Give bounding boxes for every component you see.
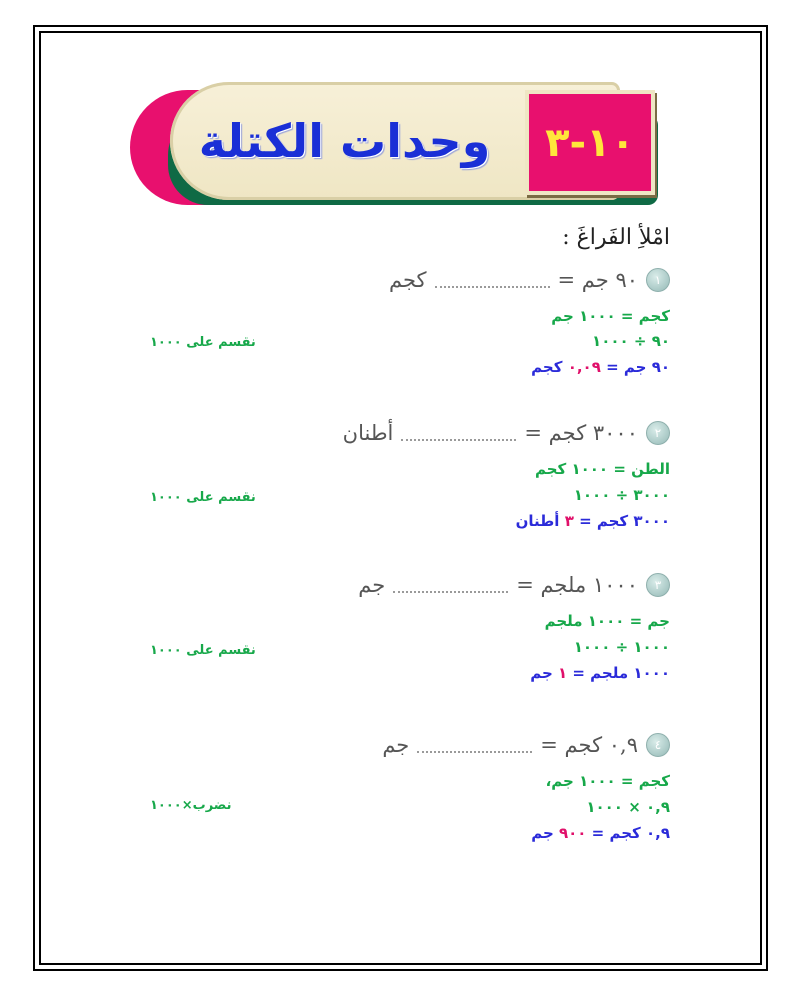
- problem-number-badge: ٤: [646, 733, 670, 757]
- problem-3: [358, 570, 670, 600]
- solution-line: ٣٠٠٠ ÷ ١٠٠٠: [573, 486, 670, 504]
- answer-value: ٣: [564, 512, 574, 530]
- problem-4: [382, 730, 670, 760]
- answer-value: ١: [558, 664, 568, 682]
- blank-field: [435, 272, 550, 288]
- problem-1: [389, 265, 670, 295]
- answer-prefix: ٠,٩ كجم =: [586, 824, 670, 842]
- solution-line: ٠,٩ × ١٠٠٠: [586, 798, 670, 816]
- solution-answer-line: [531, 824, 670, 842]
- lesson-title: وحدات الكتلة: [198, 114, 491, 168]
- problem-expression: ٠,٩ كجم =: [540, 733, 638, 757]
- problem-number-badge: ٢: [646, 421, 670, 445]
- method-note: نقسم على ١٠٠٠: [150, 335, 256, 350]
- solution-line: كجم = ١٠٠٠ جم،: [545, 772, 670, 790]
- problem-expression: ١٠٠٠ ملجم =: [516, 573, 638, 597]
- problem-number-badge: ٣: [646, 573, 670, 597]
- solution-line: ١٠٠٠ ÷ ١٠٠٠: [573, 638, 670, 656]
- section-number-box: [525, 90, 655, 195]
- solution-answer-line: [530, 664, 670, 682]
- method-note: نضرب×١٠٠٠: [150, 798, 232, 813]
- solution-line: ٩٠ ÷ ١٠٠٠: [592, 332, 670, 350]
- answer-value: ٩٠٠: [558, 824, 587, 842]
- solution-answer-line: [516, 512, 670, 530]
- problem-expression: ٩٠ جم =: [557, 268, 638, 292]
- section-number: ٣-١٠: [545, 119, 635, 166]
- answer-prefix: ١٠٠٠ ملجم =: [567, 664, 670, 682]
- answer-unit: جم: [530, 664, 558, 682]
- problem-2: [343, 418, 670, 448]
- blank-field: [393, 577, 508, 593]
- blank-field: [401, 425, 516, 441]
- method-note: نقسم على ١٠٠٠: [150, 490, 256, 505]
- solution-line: الطن = ١٠٠٠ كجم: [534, 460, 670, 478]
- answer-prefix: ٩٠ جم =: [600, 358, 670, 376]
- problem-unit: كجم: [389, 268, 427, 292]
- answer-prefix: ٣٠٠٠ كجم =: [573, 512, 670, 530]
- problem-unit: جم: [358, 573, 386, 597]
- solution-answer-line: [531, 358, 670, 376]
- answer-unit: أطنان: [515, 512, 565, 530]
- lesson-header: [110, 60, 670, 220]
- instruction-text: امْلأِ الفَراغَ :: [562, 225, 670, 250]
- blank-field: [417, 737, 532, 753]
- solution-line: جم = ١٠٠٠ ملجم: [544, 612, 670, 630]
- solution-line: كجم = ١٠٠٠ جم: [551, 307, 670, 325]
- problem-unit: جم: [382, 733, 410, 757]
- method-note: نقسم على ١٠٠٠: [150, 643, 256, 658]
- answer-unit: كجم: [531, 358, 568, 376]
- problem-number-badge: ١: [646, 268, 670, 292]
- problem-expression: ٣٠٠٠ كجم =: [524, 421, 638, 445]
- answer-value: ٠,٠٩: [567, 358, 601, 376]
- problem-unit: أطنان: [342, 421, 394, 445]
- answer-unit: جم: [531, 824, 559, 842]
